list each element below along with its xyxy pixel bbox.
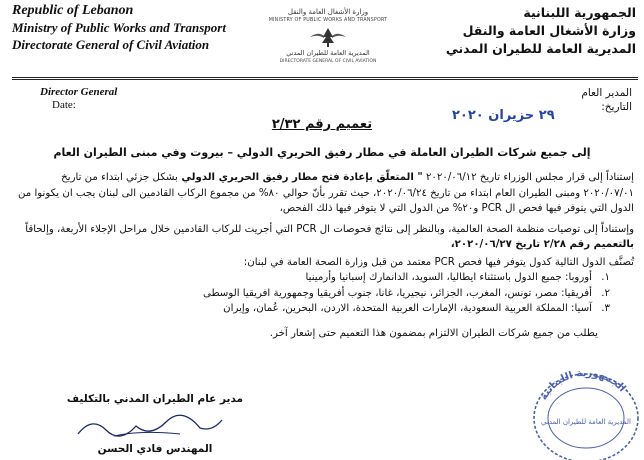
cedar-wings-icon: [308, 25, 348, 49]
signatory-title: مدير عام الطيران المدني بالتكليف: [66, 393, 244, 405]
directorate-en: Directorate General of Civil Aviation: [12, 37, 210, 52]
logo-top-ar: وزارة الأشغال العامة والنقل: [287, 8, 369, 16]
english-letterhead: [12, 2, 272, 53]
list-number: ٣.: [601, 303, 610, 314]
addressee-line: إلى جميع شركات الطيران العاملة في مطار رفيق الحريري الدولي – بيروت وفي مبنى الطيران العام: [53, 146, 591, 159]
date-label-ar: التاريخ:: [601, 101, 632, 113]
arabic-letterhead: [406, 4, 636, 58]
ministry-ar: وزارة الأشغال العامة والنقل: [462, 23, 636, 38]
list-item: [18, 301, 610, 317]
list-region: آسيا: [574, 303, 592, 314]
stamp-inner-text: المديرية العامة للطيران المدني: [541, 418, 631, 426]
signatory-name: المهندس فادي الحسن: [97, 443, 213, 455]
stamp-outer-text: الجمهورية اللبنانية: [538, 367, 628, 403]
list-region: أوروبا: [568, 272, 592, 283]
circular-number: تعميم رقم ٢/٣٢: [271, 117, 373, 132]
republic-ar: الجمهورية اللبنانية: [523, 5, 636, 20]
meta-english: [40, 86, 117, 112]
header-divider-second: [12, 79, 638, 80]
paragraph-2: [18, 222, 634, 253]
logo-top-en: MINISTRY OF PUBLIC WORKS AND TRANSPORT: [268, 18, 388, 23]
list-region: أفريقيا: [564, 287, 592, 299]
list-item: [18, 270, 610, 286]
meta-arabic: [581, 86, 632, 114]
logo-bottom-ar: المديرية العامة للطيران المدني: [286, 49, 370, 57]
p1-text-a: إستناداً إلى قرار مجلس الوزراء تاريخ ٢٠٢٠/٠٦/١٢: [422, 172, 634, 183]
director-general-en: Director General: [40, 86, 118, 98]
ministry-en: Ministry of Public Works and Transport: [12, 20, 226, 35]
list-text: : جميع الدول باستثناء ايطاليا، السويد، الدانمارك إسبانيا وأرمينيا: [305, 272, 569, 283]
official-stamp: [524, 360, 644, 460]
header-divider: [12, 77, 638, 78]
circular-body: [18, 170, 634, 341]
paragraph-3: تُصنَّف الدول التالية كدول يتوفر فيها فحص PCR معتمد من قبل وزارة الصحة العامة في لبنان:: [243, 256, 634, 268]
ministry-logo: [268, 8, 388, 80]
list-text: : مصر، تونس، المغرب، الجزائر، نيجيريا، غانا، جنوب أفريقيا وجمهورية افريقيا الوسطى: [202, 287, 565, 299]
list-item: [18, 286, 610, 302]
handwritten-date: ٢٩ حزيران ٢٠٢٠: [452, 108, 555, 123]
closing-paragraph: يطلب من جميع شركات الطيران الالتزام بمضمون هذا التعميم حتى إشعار آخر.: [269, 327, 598, 339]
circular-title: [0, 117, 644, 132]
p1-text-bold: " المتعلّق بإعادة فتح مطار رفيق الحريري الدولي: [177, 172, 423, 183]
p2-text-a: وإستناداً إلى توصيات منظمة الصحة العالمية، وبالنظر إلى نتائج فحوصات ال PCR التي أجريت للركاب القادمين خلال مراحل الإجلاء الأربعة، وإلحاقاً: [25, 223, 634, 235]
country-list: [18, 270, 634, 317]
paragraph-1: [18, 170, 634, 217]
logo-bottom-en: DIRECTORATE GENERAL OF CIVIL AVIATION: [279, 59, 377, 64]
directorate-ar: المديرية العامة للطيران المدني: [445, 41, 636, 56]
p1-text-c: بشكل جزئي ابتداء من تاريخ ٢٠٢٠/٠٧/٠١ ومبنى الطيران العام ابتداء من تاريخ ٢٠٢٠/٠٦/٢٤، حيث تقرر بأنّ حوالي ٨٠% من مجموع الركاب القادمين الى لبنان يجب ان يكونوا من الدول التي يتوفر فيها فحص ال PCR و٢٠% من الدول التي لا يتوفر فيها ذلك الفحص،: [18, 172, 634, 214]
handwritten-signature: [70, 412, 230, 442]
list-text: : المملكة العربية السعودية، الإمارات العربية المتحدة، الاردن، البحرين، عُمان، وإيران: [223, 303, 575, 314]
director-general-ar: المدير العام: [581, 87, 632, 99]
list-number: ١.: [601, 272, 610, 283]
p2-text-bold: بالتعميم رقم ٢/٢٨ تاريخ ٢٠٢٠/٠٦/٢٧،: [450, 239, 634, 250]
list-number: ٢.: [601, 287, 610, 299]
date-label-en: Date:: [52, 99, 76, 111]
republic-en: Republic of Lebanon: [12, 3, 134, 18]
